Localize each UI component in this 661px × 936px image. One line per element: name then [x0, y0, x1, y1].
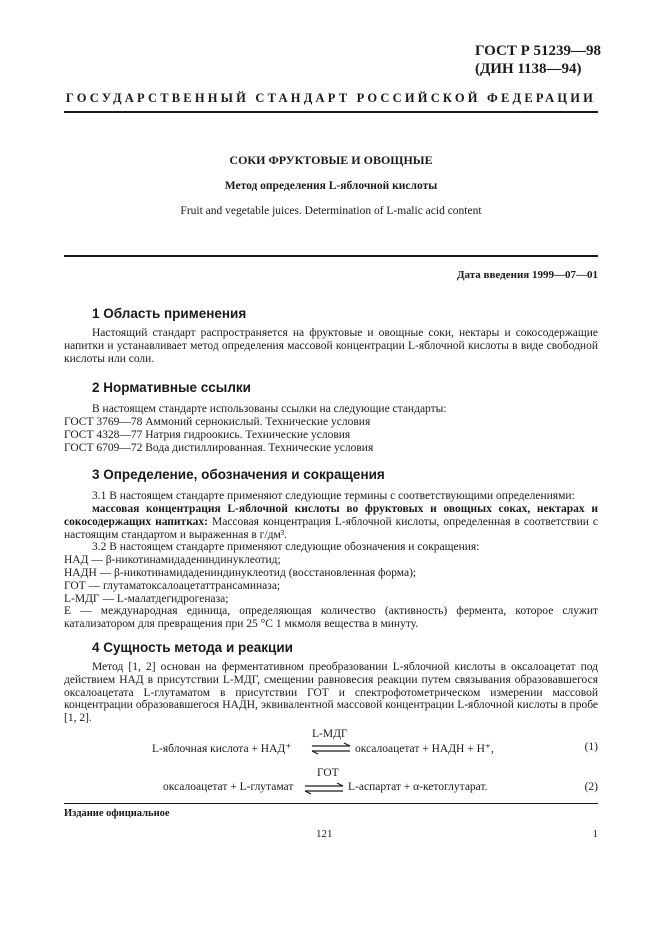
- reference-item: ГОСТ 3769—78 Аммоний сернокислый. Технические условия: [64, 416, 371, 428]
- section-2-heading: 2 Нормативные ссылки: [92, 380, 251, 395]
- section-3-1-text: 3.1 В настоящем стандарте применяют следующие термины с соответствующими определениями:: [92, 490, 575, 502]
- equilibrium-arrow-icon: [303, 782, 345, 796]
- section-3-heading: 3 Определение, обозначения и сокращения: [92, 467, 385, 482]
- term-name: массовая концентрация L-яблочной кислоты во фруктовых и овощных соках, нектарах и сокосодержащих напитках:: [64, 503, 598, 528]
- section-4-text: Метод [1, 2] основан на ферментативном преобразовании L-яблочной кислоты в оксалоацетат под действием НАД в присутствии L-МДГ, смещении равновесия реакции путем связывания образовавшегося оксалоацетата L-глутаматом в присутствии ГОТ и спектрофотометрическом измерении массовой концентрации образовавшегося НАДН, эквивалентной массовой концентрации L-яблочной кислоты в пробе [1, 2].: [64, 661, 598, 725]
- reference-item: ГОСТ 6709—72 Вода дистиллированная. Технические условия: [64, 442, 374, 454]
- footer-rule: [64, 803, 598, 804]
- section-4-heading: 4 Сущность метода и реакции: [92, 640, 293, 655]
- sheet-number: 1: [592, 828, 598, 840]
- din-number: (ДИН 1138—94): [474, 61, 582, 77]
- abbreviation-item: L-МДГ — L-малатдегидрогеназа;: [64, 593, 229, 605]
- gost-designation: [475, 42, 601, 78]
- document-title: СОКИ ФРУКТОВЫЕ И ОВОЩНЫЕ: [229, 153, 433, 167]
- equation-1-number: (1): [584, 741, 598, 753]
- page-number: 121: [316, 828, 333, 840]
- unit-definition: Е — международная единица, определяющая количество (активность) фермента, которое служит катализатором для превращения при 25 °С 1 мкмоля вещества в минуту.: [64, 605, 598, 630]
- english-title: Fruit and vegetable juices. Determination of L-malic acid content: [180, 205, 482, 217]
- equation-2-left: оксалоацетат + L-глутамат: [163, 781, 294, 793]
- reference-item: ГОСТ 4328—77 Натрия гидроокись. Технические условия: [64, 429, 351, 441]
- top-rule: [64, 111, 598, 113]
- effective-date: Дата введения 1999—07—01: [456, 269, 598, 281]
- gost-number: ГОСТ Р 51239—98: [474, 43, 601, 59]
- term-definition-text: Массовая концентрация L-яблочной кислоты, определенная в соответствии с настоящим стандартом и выраженная в г/дм³.: [64, 515, 599, 541]
- equation-1-right: оксалоацетат + НАДН + Н⁺,: [355, 743, 494, 755]
- document-subtitle: Метод определения L-яблочной кислоты: [224, 180, 438, 192]
- equation-1-left: L-яблочная кислота + НАД⁺: [152, 743, 292, 755]
- term-definition: [64, 503, 598, 541]
- equation-2-number: (2): [584, 781, 598, 793]
- official-edition-label: Издание официальное: [64, 808, 170, 819]
- equation-2-right: L-аспартат + α-кетоглутарат.: [348, 781, 488, 793]
- section-1-text: Настоящий стандарт распространяется на фруктовые и овощные соки, нектары и сокосодержащие напитки и устанавливает метод определения массовой концентрации L-яблочной кислоты в виде свободной кислоты или соли.: [64, 327, 598, 365]
- section-1-heading: 1 Область применения: [92, 306, 247, 321]
- equation-1-catalyst: L-МДГ: [312, 728, 348, 740]
- title-rule: [64, 255, 598, 257]
- equilibrium-arrow-icon: [310, 742, 352, 756]
- section-2-intro: В настоящем стандарте использованы ссылки на следующие стандарты:: [92, 403, 447, 415]
- abbreviation-item: ГОТ — глутаматоксалоацетаттрансаминаза;: [64, 580, 281, 592]
- abbreviation-item: НАДН — β-никотинамидадениндинуклеотид (восстановленная форма);: [64, 567, 417, 579]
- state-standard-title: ГОСУДАРСТВЕННЫЙ СТАНДАРТ РОССИЙСКОЙ ФЕДЕРАЦИИ: [65, 91, 597, 105]
- equation-2-catalyst: ГОТ: [317, 767, 339, 779]
- abbreviation-item: НАД — β-никотинамидадениндинуклеотид;: [64, 554, 281, 566]
- section-3-2-text: 3.2 В настоящем стандарте применяют следующие обозначения и сокращения:: [92, 541, 480, 553]
